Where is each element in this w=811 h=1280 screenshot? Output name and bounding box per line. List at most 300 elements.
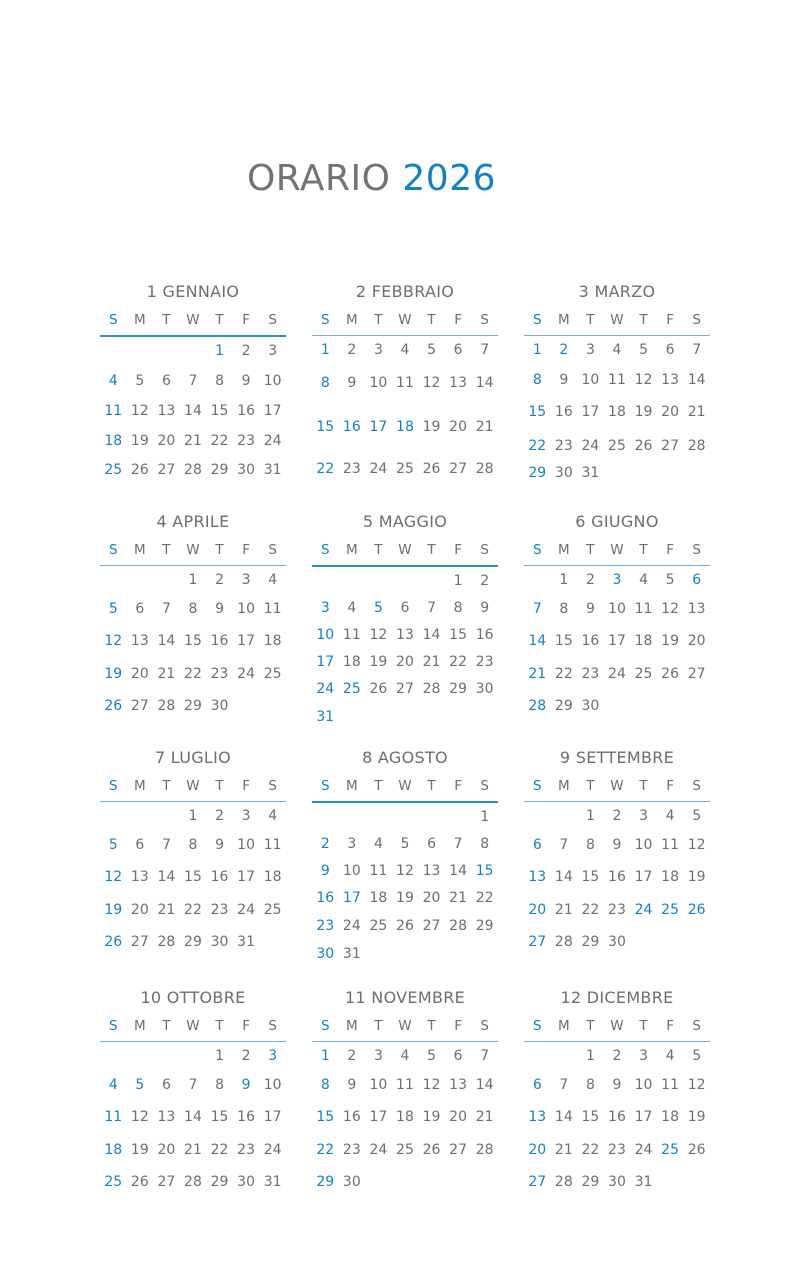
empty-day-cell [418, 809, 445, 825]
day-cell: 30 [237, 1174, 255, 1190]
weekday-label: S [532, 1018, 542, 1034]
weekday-label: W [398, 542, 412, 558]
month-divider [524, 801, 710, 802]
day-cell: 21 [157, 902, 176, 918]
day-cell: 23 [237, 1142, 255, 1158]
week-row [524, 601, 710, 617]
day-cell: 10 [342, 863, 361, 879]
week-row [524, 902, 710, 918]
month-title: 12 DICEMBRE [560, 988, 674, 1007]
empty-day-cell [392, 946, 419, 962]
empty-day-cell [418, 573, 445, 589]
title-word: ORARIO [246, 158, 391, 199]
day-cell: 7 [161, 601, 171, 617]
day-cell: 18 [369, 890, 388, 906]
week-row [524, 869, 710, 885]
month-block [524, 748, 710, 950]
week-row [100, 869, 286, 885]
day-cell: 10 [369, 1077, 388, 1093]
day-cell: 24 [263, 433, 282, 449]
week-row [524, 372, 710, 388]
weekday-label: S [480, 778, 489, 794]
day-cell: 20 [422, 890, 441, 906]
week-row [524, 666, 710, 682]
day-cell: 2 [347, 1048, 357, 1064]
weekday-label: T [639, 1018, 648, 1034]
day-cell: 11 [634, 601, 653, 617]
month-title: 1 GENNAIO [146, 282, 240, 301]
day-cell: 2 [612, 808, 622, 824]
weekday-label: M [134, 542, 146, 558]
day-cell: 20 [396, 654, 414, 670]
weekday-label: W [610, 542, 624, 558]
day-cell: 26 [130, 1174, 149, 1190]
day-cell: 3 [585, 342, 595, 358]
week-row [312, 890, 498, 906]
day-cell: 1 [320, 1048, 330, 1064]
day-cell: 7 [692, 342, 702, 358]
day-cell: 29 [449, 681, 467, 697]
day-cell: 30 [554, 465, 573, 481]
empty-day-cell [683, 698, 710, 714]
day-cell: 13 [130, 633, 149, 649]
day-cell: 1 [585, 808, 595, 824]
day-cell: 23 [581, 666, 600, 682]
day-cell: 12 [104, 633, 123, 649]
day-cell: 28 [449, 918, 467, 934]
month-block [312, 748, 498, 962]
day-cell: 26 [687, 902, 706, 918]
day-cell: 24 [237, 666, 255, 682]
day-cell: 18 [608, 404, 626, 420]
weekday-label: F [242, 778, 250, 794]
day-cell: 7 [453, 836, 463, 852]
weekday-label: T [215, 542, 224, 558]
day-cell: 14 [157, 869, 176, 885]
empty-day-cell [445, 809, 472, 825]
day-cell: 26 [687, 1142, 706, 1158]
day-cell: 24 [634, 1142, 653, 1158]
weekday-label: M [346, 1018, 358, 1034]
day-cell: 26 [661, 666, 679, 682]
week-row [524, 1174, 710, 1190]
day-cell: 20 [528, 1142, 547, 1158]
weekday-header [312, 542, 498, 560]
day-cell: 11 [608, 372, 626, 388]
month-divider [100, 1041, 286, 1042]
month-divider [312, 335, 498, 336]
weekday-label: S [692, 1018, 701, 1034]
week-row [312, 681, 498, 697]
weekday-header [524, 1018, 710, 1036]
day-cell: 15 [184, 869, 202, 885]
day-cell: 13 [449, 1077, 467, 1093]
day-cell: 28 [687, 438, 706, 454]
day-cell: 5 [135, 1077, 145, 1093]
day-cell: 21 [184, 433, 202, 449]
day-cell: 12 [396, 863, 414, 879]
weekday-label: S [692, 542, 701, 558]
day-cell: 25 [608, 438, 626, 454]
day-cell: 8 [188, 601, 198, 617]
day-cell: 20 [449, 1109, 467, 1125]
day-cell: 4 [347, 600, 357, 616]
weekday-header [100, 542, 286, 560]
day-cell: 2 [241, 1048, 251, 1064]
weekday-label: T [215, 1018, 224, 1034]
day-cell: 22 [184, 666, 202, 682]
day-cell: 26 [422, 461, 441, 477]
weekday-label: S [108, 542, 118, 558]
day-cell: 9 [215, 837, 224, 853]
weekday-label: S [320, 312, 330, 328]
day-cell: 22 [475, 890, 494, 906]
day-cell: 2 [559, 342, 569, 358]
day-cell: 15 [581, 1109, 600, 1125]
month-divider [312, 1041, 498, 1042]
day-cell: 18 [661, 1109, 679, 1125]
day-cell: 10 [369, 375, 388, 391]
empty-day-cell [312, 809, 339, 825]
day-cell: 12 [422, 1077, 441, 1093]
week-row [312, 863, 498, 879]
day-cell: 19 [396, 890, 414, 906]
empty-day-cell [339, 573, 366, 589]
day-cell: 13 [661, 372, 679, 388]
day-cell: 14 [687, 372, 706, 388]
day-cell: 13 [687, 601, 706, 617]
week-row [100, 343, 286, 359]
empty-day-cell [100, 1048, 127, 1064]
month-block [100, 988, 286, 1190]
day-cell: 28 [475, 1142, 494, 1158]
weekday-label: M [134, 778, 146, 794]
month-block [312, 988, 498, 1190]
weekday-label: W [398, 778, 412, 794]
day-cell: 5 [692, 1048, 702, 1064]
month-divider [100, 565, 286, 566]
weekday-label: F [454, 1018, 462, 1034]
day-cell: 26 [369, 681, 388, 697]
weekday-label: M [346, 542, 358, 558]
day-cell: 19 [634, 404, 653, 420]
day-cell: 3 [320, 600, 330, 616]
day-cell: 31 [263, 462, 282, 478]
day-cell: 5 [373, 600, 383, 616]
day-cell: 24 [316, 681, 335, 697]
day-cell: 3 [639, 808, 648, 824]
day-cell: 14 [554, 1109, 573, 1125]
day-cell: 1 [480, 809, 490, 825]
day-cell: 17 [581, 404, 600, 420]
weekday-label: T [162, 1018, 171, 1034]
day-cell: 7 [161, 837, 171, 853]
weekday-label: M [558, 1018, 570, 1034]
day-cell: 26 [104, 934, 123, 950]
weekday-label: S [108, 312, 118, 328]
week-row [100, 1077, 286, 1093]
day-cell: 12 [687, 1077, 706, 1093]
month-block [100, 512, 286, 714]
day-cell: 27 [157, 462, 176, 478]
day-cell: 8 [559, 601, 569, 617]
weekday-label: M [558, 778, 570, 794]
weekday-label: S [692, 778, 701, 794]
empty-day-cell [153, 808, 180, 824]
day-cell: 2 [215, 572, 224, 588]
week-row [524, 1109, 710, 1125]
day-cell: 11 [661, 1077, 679, 1093]
empty-day-cell [418, 946, 445, 962]
day-cell: 22 [316, 461, 335, 477]
day-cell: 19 [104, 902, 123, 918]
day-cell: 26 [634, 438, 653, 454]
day-cell: 17 [263, 1109, 282, 1125]
empty-day-cell [365, 809, 392, 825]
day-cell: 6 [453, 1048, 463, 1064]
day-cell: 18 [661, 869, 679, 885]
week-row [100, 1142, 286, 1158]
day-cell: 18 [263, 633, 282, 649]
empty-day-cell [180, 1048, 207, 1064]
empty-day-cell [392, 1174, 419, 1190]
day-cell: 12 [130, 403, 149, 419]
weekday-label: S [108, 778, 118, 794]
week-row [312, 342, 498, 358]
week-row [524, 1048, 710, 1064]
day-cell: 4 [108, 1077, 118, 1093]
week-row [100, 666, 286, 682]
week-row [524, 698, 710, 714]
weekday-label: W [610, 312, 624, 328]
day-cell: 19 [661, 633, 679, 649]
weekday-label: M [346, 778, 358, 794]
weekday-label: T [586, 1018, 595, 1034]
empty-day-cell [312, 573, 339, 589]
day-cell: 25 [396, 1142, 414, 1158]
weekday-label: S [320, 1018, 330, 1034]
day-cell: 22 [528, 438, 547, 454]
day-cell: 11 [263, 837, 282, 853]
week-row [524, 1077, 710, 1093]
day-cell: 11 [342, 627, 361, 643]
day-cell: 10 [316, 627, 335, 643]
week-row [312, 1109, 498, 1125]
day-cell: 10 [263, 1077, 282, 1093]
empty-day-cell [100, 343, 127, 359]
day-cell: 22 [581, 1142, 600, 1158]
day-cell: 19 [422, 1109, 441, 1125]
day-cell: 26 [130, 462, 149, 478]
week-row [312, 946, 498, 962]
week-row [312, 709, 498, 725]
day-cell: 17 [237, 869, 255, 885]
week-row [100, 934, 286, 950]
month-title: 3 MARZO [578, 282, 656, 301]
day-cell: 9 [215, 601, 224, 617]
day-cell: 14 [554, 869, 573, 885]
day-cell: 28 [184, 1174, 202, 1190]
month-divider [524, 335, 710, 336]
empty-day-cell [259, 698, 286, 714]
day-cell: 27 [528, 934, 547, 950]
day-cell: 22 [210, 433, 229, 449]
day-cell: 1 [320, 342, 330, 358]
day-cell: 23 [316, 918, 335, 934]
day-cell: 9 [559, 372, 569, 388]
day-cell: 27 [687, 666, 706, 682]
day-cell: 30 [475, 681, 494, 697]
week-row [524, 342, 710, 358]
day-cell: 10 [237, 601, 255, 617]
empty-day-cell [365, 946, 392, 962]
weekday-label: F [242, 542, 250, 558]
day-cell: 12 [687, 837, 706, 853]
weekday-label: F [666, 778, 674, 794]
day-cell: 12 [422, 375, 441, 391]
day-cell: 9 [241, 373, 251, 389]
day-cell: 15 [581, 869, 600, 885]
day-cell: 31 [634, 1174, 653, 1190]
day-cell: 27 [130, 934, 149, 950]
day-cell: 6 [161, 373, 171, 389]
day-cell: 4 [612, 342, 622, 358]
day-cell: 3 [268, 343, 278, 359]
day-cell: 9 [320, 863, 330, 879]
month-block [100, 282, 286, 478]
week-row [100, 837, 286, 853]
day-cell: 14 [184, 1109, 202, 1125]
day-cell: 13 [130, 869, 149, 885]
weekday-label: S [320, 778, 330, 794]
day-cell: 6 [427, 836, 436, 852]
empty-day-cell [153, 1048, 180, 1064]
empty-day-cell [524, 572, 551, 588]
day-cell: 15 [210, 403, 229, 419]
day-cell: 3 [268, 1048, 278, 1064]
day-cell: 17 [342, 890, 361, 906]
empty-day-cell [127, 343, 154, 359]
day-cell: 25 [263, 902, 282, 918]
week-row [312, 573, 498, 589]
weekday-label: T [639, 312, 648, 328]
day-cell: 23 [608, 902, 626, 918]
empty-day-cell [630, 934, 657, 950]
empty-day-cell [524, 808, 551, 824]
day-cell: 20 [130, 666, 149, 682]
day-cell: 8 [320, 1077, 330, 1093]
day-cell: 5 [692, 808, 702, 824]
day-cell: 17 [369, 419, 388, 435]
empty-day-cell [153, 572, 180, 588]
weekday-label: T [162, 778, 171, 794]
day-cell: 10 [634, 837, 653, 853]
day-cell: 19 [422, 419, 441, 435]
empty-day-cell [683, 1174, 710, 1190]
weekday-label: T [374, 1018, 383, 1034]
weekday-label: M [558, 312, 570, 328]
month-divider [100, 335, 286, 337]
day-cell: 21 [422, 654, 441, 670]
day-cell: 14 [475, 375, 494, 391]
day-cell: 1 [215, 1048, 224, 1064]
day-cell: 6 [135, 601, 145, 617]
day-cell: 5 [108, 837, 118, 853]
page-title [0, 158, 743, 199]
day-cell: 27 [130, 698, 149, 714]
day-cell: 25 [369, 918, 388, 934]
day-cell: 31 [316, 709, 335, 725]
weekday-label: T [374, 312, 383, 328]
day-cell: 20 [528, 902, 547, 918]
day-cell: 16 [237, 403, 255, 419]
day-cell: 3 [347, 836, 357, 852]
empty-day-cell [683, 934, 710, 950]
month-title: 8 AGOSTO [362, 748, 448, 767]
weekday-label: M [134, 1018, 146, 1034]
day-cell: 25 [661, 902, 679, 918]
empty-day-cell [127, 572, 154, 588]
day-cell: 22 [554, 666, 573, 682]
weekday-label: F [242, 1018, 250, 1034]
day-cell: 21 [184, 1142, 202, 1158]
empty-day-cell [392, 573, 419, 589]
day-cell: 28 [554, 1174, 573, 1190]
day-cell: 21 [528, 666, 547, 682]
day-cell: 18 [342, 654, 361, 670]
day-cell: 11 [104, 403, 123, 419]
day-cell: 2 [347, 342, 357, 358]
day-cell: 3 [241, 572, 251, 588]
day-cell: 1 [585, 1048, 595, 1064]
day-cell: 9 [612, 837, 622, 853]
day-cell: 6 [532, 1077, 542, 1093]
day-cell: 16 [210, 633, 229, 649]
day-cell: 5 [639, 342, 648, 358]
day-cell: 27 [449, 1142, 467, 1158]
weekday-label: T [215, 312, 224, 328]
day-cell: 16 [475, 627, 494, 643]
day-cell: 30 [342, 1174, 361, 1190]
day-cell: 2 [585, 572, 595, 588]
empty-day-cell [418, 1174, 445, 1190]
day-cell: 7 [559, 1077, 569, 1093]
day-cell: 27 [157, 1174, 176, 1190]
month-title: 2 FEBBRAIO [355, 282, 455, 301]
day-cell: 5 [400, 836, 410, 852]
day-cell: 7 [532, 601, 542, 617]
day-cell: 17 [634, 869, 653, 885]
day-cell: 1 [215, 343, 224, 359]
day-cell: 25 [104, 1174, 123, 1190]
weekday-label: W [398, 1018, 412, 1034]
day-cell: 18 [263, 869, 282, 885]
day-cell: 3 [612, 572, 622, 588]
weekday-label: S [532, 778, 542, 794]
day-cell: 14 [422, 627, 441, 643]
day-cell: 17 [608, 633, 626, 649]
day-cell: 12 [369, 627, 388, 643]
title-year: 2026 [402, 158, 497, 199]
day-cell: 21 [554, 1142, 573, 1158]
week-row [524, 1142, 710, 1158]
weekday-header [524, 542, 710, 560]
day-cell: 28 [422, 681, 441, 697]
week-row [100, 1109, 286, 1125]
day-cell: 30 [210, 934, 229, 950]
day-cell: 23 [608, 1142, 626, 1158]
day-cell: 17 [316, 654, 335, 670]
